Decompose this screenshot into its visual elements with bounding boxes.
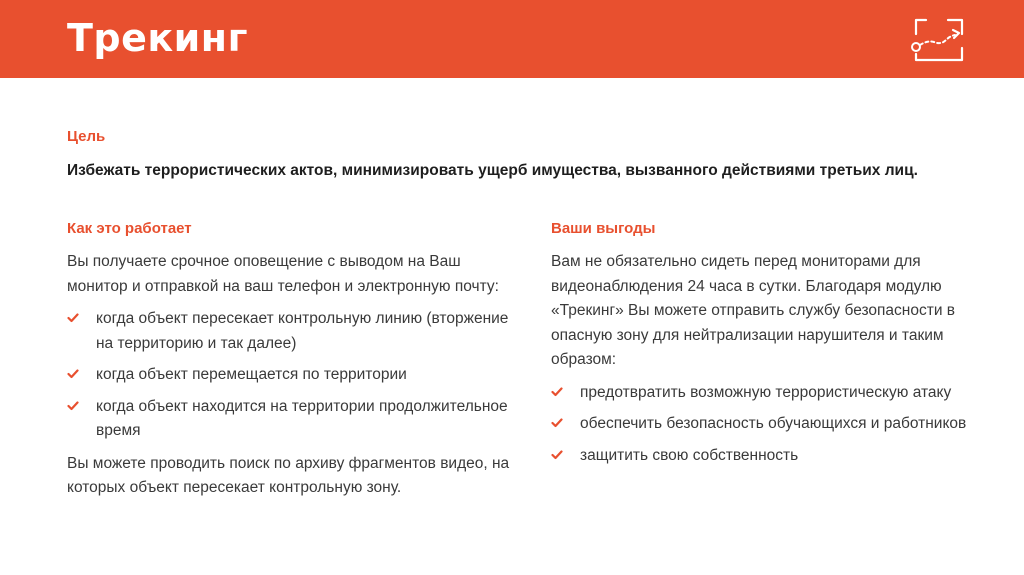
checkmark-icon [67, 401, 79, 411]
list-item [551, 381, 991, 406]
goal-text: Избежать террористических актов, минимизировать ущерб имущества, вызванного действиями третьих лиц. [67, 162, 918, 179]
list-item-text: обеспечить безопасность обучающихся и работников [580, 415, 967, 432]
how-it-works-heading: Как это работает [67, 220, 192, 237]
benefits-section [551, 218, 991, 476]
checkmark-icon [551, 450, 563, 460]
how-it-works-outro: Вы можете проводить поиск по архиву фрагментов видео, на которых объект пересекает контрольную зону. [67, 454, 510, 496]
benefits-list [551, 381, 991, 469]
list-item [551, 412, 991, 437]
benefits-intro: Вам не обязательно сидеть перед мониторами для видеонаблюдения 24 часа в сутки. Благодаря модулю «Трекинг» Вы можете отправить службу безопасности в опасную зону для нейтрализации нарушителя и таким образом: [551, 253, 956, 368]
how-it-works-list [67, 307, 517, 444]
list-item-text: предотвратить возможную террористическую атаку [580, 383, 952, 401]
list-item [67, 395, 517, 444]
how-it-works-intro: Вы получаете срочное оповещение с выводом на Ваш монитор и отправкой на ваш телефон и электронную почту: [67, 253, 499, 295]
goal-label: Цель [67, 128, 106, 145]
checkmark-icon [67, 369, 79, 379]
page-title: Трекинг [67, 16, 248, 60]
list-item-text: когда объект находится на территории продолжительное время [96, 397, 508, 439]
list-item [67, 363, 517, 388]
checkmark-icon [551, 418, 563, 428]
list-item [67, 307, 517, 356]
checkmark-icon [67, 313, 79, 323]
list-item-text: защитить свою собственность [580, 446, 799, 464]
list-item [551, 444, 991, 469]
how-it-works-section [67, 218, 517, 501]
header-bar [0, 0, 1024, 78]
tracking-route-icon [908, 14, 968, 66]
list-item-text: когда объект пересекает контрольную линию (вторжение на территорию и так далее) [96, 310, 509, 352]
list-item-text: когда объект перемещается по территории [96, 366, 407, 383]
checkmark-icon [551, 387, 563, 397]
benefits-heading: Ваши выгоды [551, 220, 656, 237]
